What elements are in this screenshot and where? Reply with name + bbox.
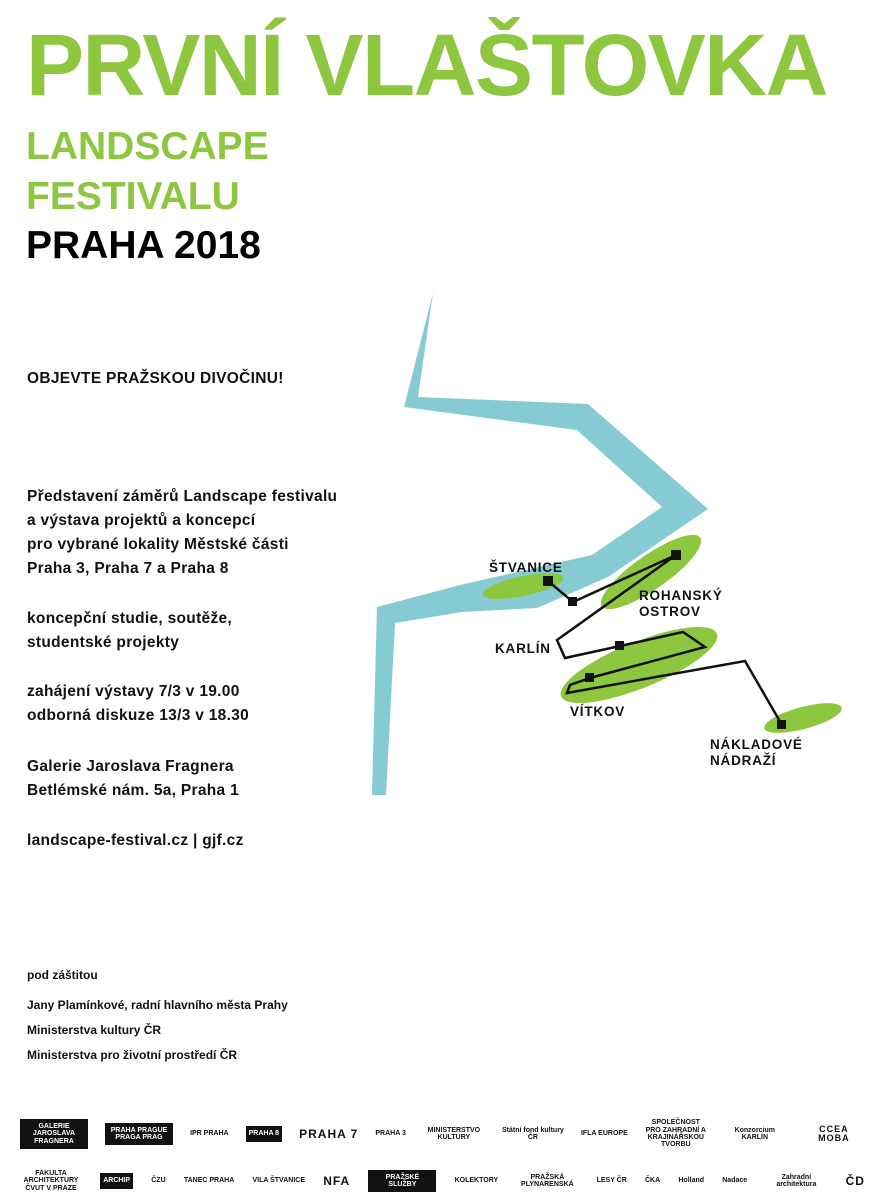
label-nadrazi: NÁDRAŽÍ — [710, 753, 777, 768]
partner-logo: SPOLEČNOST PRO ZAHRADNÍ A KRAJINÁŘSKOU TVORBU — [645, 1119, 706, 1149]
label-karlin: KARLÍN — [495, 641, 551, 656]
partner-logo: ČZU — [151, 1177, 166, 1185]
partner-logo: Holland — [678, 1177, 705, 1185]
partner-logo: LESY ČR — [596, 1177, 627, 1185]
city-year: PRAHA 2018 — [26, 224, 261, 267]
types-line: koncepční studie, soutěže, — [27, 610, 233, 627]
partner-logo: VILA ŠTVANICE — [252, 1177, 305, 1185]
partner-logo: PRAHA 8 — [246, 1126, 282, 1141]
partner-logo: KOLEKTORY — [454, 1177, 499, 1185]
partner-logo: GALERIE JAROSLAVA FRAGNERA — [20, 1119, 88, 1149]
label-stvanice: ŠTVANICE — [489, 560, 563, 575]
partner-logos-row-1 — [20, 1116, 865, 1152]
partner-logo: Nadace — [722, 1177, 748, 1185]
stop-marker — [543, 576, 553, 586]
subtitle-landscape: LANDSCAPE — [26, 125, 269, 168]
partner-logo: ČKA — [645, 1177, 661, 1185]
stop-marker — [585, 673, 594, 682]
partner-logo: PRAHA 3 — [375, 1130, 406, 1138]
description-line: Představení záměrů Landscape festivalu — [27, 488, 338, 505]
label-ostrov: OSTROV — [639, 604, 701, 619]
partner-logos-row-2 — [20, 1164, 865, 1198]
poster-title: PRVNÍ VLAŠTOVKA — [26, 17, 827, 114]
partner-logo: PRAŽSKÁ PLYNÁRENSKÁ — [521, 1173, 574, 1188]
patron: Ministerstva kultury ČR — [27, 1023, 162, 1037]
label-nakladove: NÁKLADOVÉ — [710, 737, 803, 752]
tagline: OBJEVTE PRAŽSKOU DIVOČINU! — [27, 370, 284, 387]
partner-logo: PRAHA 7 — [299, 1126, 359, 1141]
patronage — [27, 963, 288, 1068]
partner-logo: FAKULTA ARCHITEKTURY ČVUT V PRAZE — [23, 1169, 79, 1192]
partner-logo: IFLA EUROPE — [580, 1130, 628, 1138]
description-line: Praha 3, Praha 7 a Praha 8 — [27, 560, 229, 577]
partner-logo: PRAŽSKÉ SLUŽBY — [368, 1170, 436, 1193]
subtitle-festivalu: FESTIVALU — [26, 175, 240, 218]
vltava-river — [372, 293, 708, 795]
partner-logo: CCEA MOBA — [818, 1123, 850, 1143]
label-rohansky: ROHANSKÝ — [639, 588, 723, 603]
description-line: a výstava projektů a koncepcí — [27, 512, 256, 529]
websites: landscape-festival.cz | gjf.cz — [27, 832, 244, 849]
partner-logo: Zahradní architektura — [776, 1173, 817, 1188]
event-discussion: odborná diskuze 13/3 v 18.30 — [27, 707, 250, 724]
partner-logo: TANEC PRAHA — [183, 1177, 235, 1185]
description-line: pro vybrané lokality Městské části — [27, 536, 289, 553]
partner-logo: MINISTERSTVO KULTURY — [427, 1126, 481, 1141]
patron: Ministerstva pro životní prostředí ČR — [27, 1048, 238, 1062]
partner-logo: ČD — [845, 1173, 865, 1188]
partner-logo: NFA — [323, 1173, 351, 1188]
venue-name: Galerie Jaroslava Fragnera — [27, 758, 234, 775]
label-vitkov: VÍTKOV — [570, 704, 626, 719]
stop-marker — [568, 597, 577, 606]
patronage-heading: pod záštitou — [27, 968, 98, 982]
partner-logo: ARCHIP — [100, 1173, 133, 1188]
partner-logo: PRAHA PRAGUE PRAGA PRAG — [105, 1123, 173, 1146]
stop-marker — [615, 641, 624, 650]
partner-logo: Státní fond kultury ČR — [501, 1126, 564, 1141]
types-line: studentské projekty — [27, 634, 180, 651]
event-opening: zahájení výstavy 7/3 v 19.00 — [27, 683, 240, 700]
partner-logo: Konzorcium KARLÍN — [734, 1126, 776, 1141]
stop-marker — [671, 550, 681, 560]
stop-marker — [777, 720, 786, 729]
partner-logo: IPR PRAHA — [190, 1130, 229, 1138]
area-nakladove-nadrazi — [762, 697, 845, 739]
venue-address: Betlémské nám. 5a, Praha 1 — [27, 782, 239, 799]
patron: Jany Plamínkové, radní hlavního města Prahy — [27, 998, 288, 1012]
